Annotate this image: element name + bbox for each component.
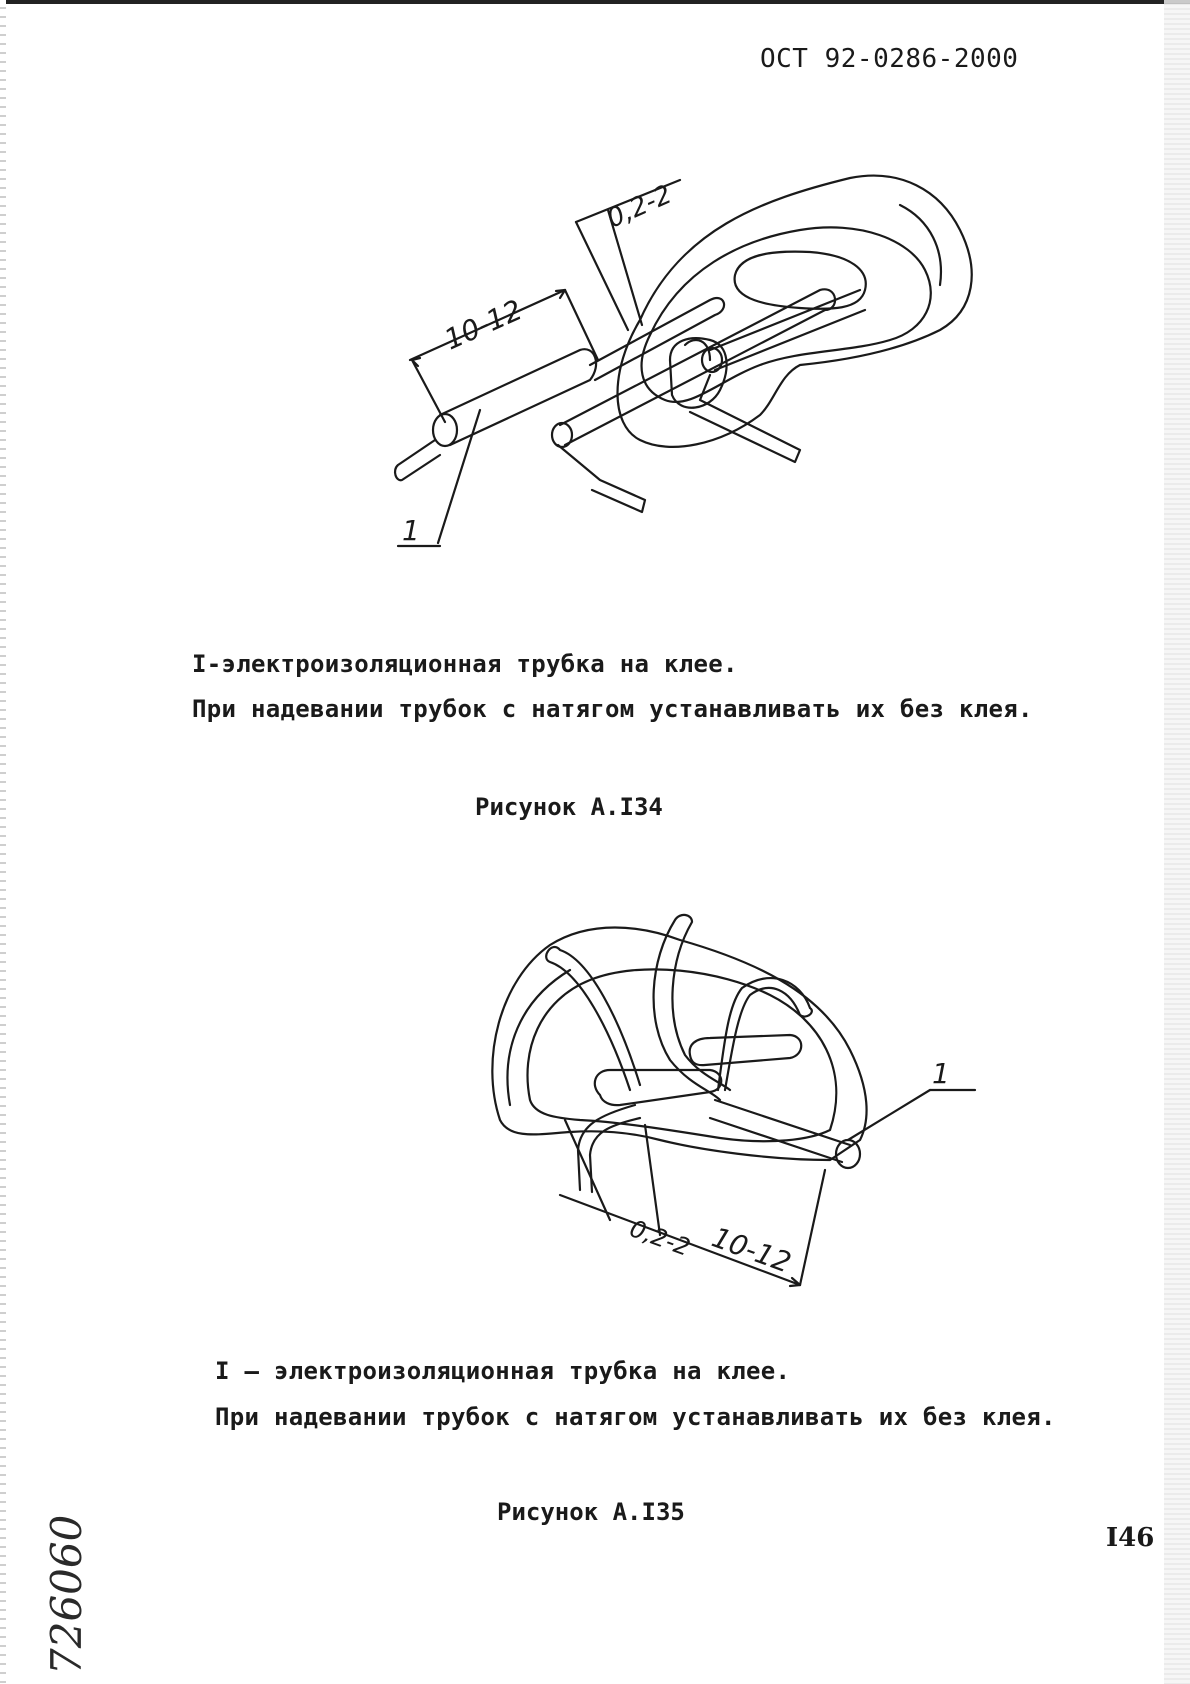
tube-second [560,289,835,445]
wire-lower-left [578,1105,640,1192]
connector-rim [900,205,941,285]
wire-third [690,375,800,462]
wire-second [558,445,645,512]
insulation-tube [440,349,596,445]
callout-label: 1 [932,1057,950,1090]
slot-lower [670,338,727,408]
tube-second-end [552,423,572,447]
arrow-left [412,358,420,366]
figure-135-drawing [470,900,1030,1300]
connector-body-outline [618,176,972,447]
callout-leader [848,1090,930,1140]
figure-134-drawing [380,160,1040,600]
dim-gap-label: 0,2-2 [602,179,677,235]
figure-134-title: Рисунок А.I34 [475,793,663,821]
document-code: ОСТ 92-0286-2000 [760,44,1019,74]
dim-length-label: 10-12 [707,1220,796,1280]
right-scan-edge [1164,0,1190,1684]
inventory-number-stamp [42,1514,102,1675]
figure-135-title: Рисунок А.I35 [497,1498,685,1526]
figure-134-caption-line2: При надевании трубок с натягом устанавливать их без клея. [192,695,1033,723]
connector-rim [508,970,571,1105]
ext-line-gap-left [576,222,628,330]
figure-135-caption-line1: I – электроизоляционная трубка на клее. [215,1357,791,1385]
page-number: I46 [1106,1523,1155,1553]
wire-right [718,978,812,1090]
top-border [0,0,1190,4]
wire-left [546,947,640,1090]
dim-gap-label: 0,2-2 [625,1214,694,1262]
ext-line-right [800,1170,825,1285]
figure-135-caption-line2: При надевании трубок с натягом устанавливать их без клея. [215,1403,1056,1431]
callout-leader [438,410,480,543]
connector-face-outline [528,969,837,1141]
dim-length-label: 10-12 [439,293,528,357]
inventory-number: 726060 [42,1514,91,1675]
wire-left [395,440,440,480]
figure-134-caption-line1: I-электроизоляционная трубка на клее. [192,650,738,678]
ext-line-left [412,360,445,422]
callout-label: 1 [402,514,420,547]
tube-end [433,414,457,446]
slot-right [690,1035,802,1065]
left-scan-edge [0,0,6,1684]
